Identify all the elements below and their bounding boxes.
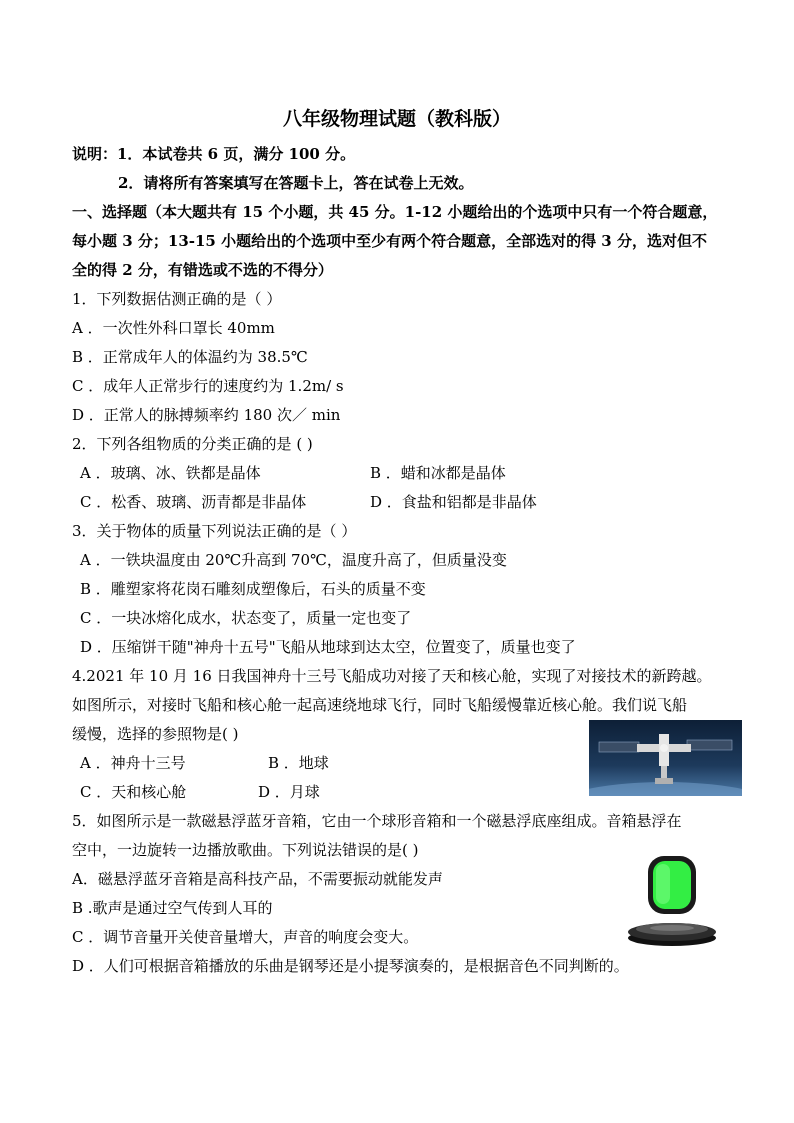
q5-stem-line-1: 5．如图所示是一款磁悬浮蓝牙音箱，它由一个球形音箱和一个磁悬浮底座组成。音箱悬浮在 bbox=[72, 812, 682, 830]
q5-option-a: A．磁悬浮蓝牙音箱是高科技产品，不需要振动就能发声 bbox=[72, 870, 443, 888]
q5-stem-line-2: 空中，一边旋转一边播放歌曲。下列说法错误的是( ) bbox=[72, 841, 419, 859]
note-line-1: 说明：1．本试卷共 6 页，满分 100 分。 bbox=[72, 145, 356, 163]
q1-stem: 1．下列数据估测正确的是（ ） bbox=[72, 290, 282, 308]
q4-option-d: D ．月球 bbox=[258, 783, 320, 801]
q2-stem: 2．下列各组物质的分类正确的是 ( ) bbox=[72, 435, 313, 453]
q4-option-b: B ．地球 bbox=[268, 754, 329, 772]
section-header-line-1: 一、选择题（本大题共有 15 个小题，共 45 分。1-12 小题给出的个选项中只有一个符合题意， bbox=[72, 203, 718, 221]
q1-option-b: B ．正常成年人的体温约为 38.5℃ bbox=[72, 348, 308, 366]
q3-option-d: D ．压缩饼干随"神舟十五号"飞船从地球到达太空，位置变了，质量也变了 bbox=[80, 638, 576, 656]
q1-option-c: C ．成年人正常步行的速度约为 1.2m/ s bbox=[72, 377, 344, 395]
q3-option-b: B ．雕塑家将花岗石雕刻成塑像后，石头的质量不变 bbox=[80, 580, 426, 598]
page-title: 八年级物理试题（教科版） bbox=[282, 108, 511, 130]
q4-option-a: A ．神舟十三号 bbox=[80, 754, 186, 772]
q2-option-d: D ．食盐和铝都是非晶体 bbox=[370, 493, 537, 511]
q5-option-b: B .歌声是通过空气传到人耳的 bbox=[72, 899, 273, 917]
q2-option-a: A ．玻璃、冰、铁都是晶体 bbox=[80, 464, 261, 482]
q2-option-b: B ．蜡和冰都是晶体 bbox=[370, 464, 506, 482]
q1-option-d: D ．正常人的脉搏频率约 180 次／ min bbox=[72, 406, 341, 424]
q3-option-a: A ．一铁块温度由 20℃升高到 70℃，温度升高了，但质量没变 bbox=[80, 551, 507, 569]
q4-stem-line-2: 如图所示，对接时飞船和核心舱一起高速绕地球飞行，同时飞船缓慢靠近核心舱。我们说飞船 bbox=[72, 696, 688, 714]
section-header-line-2: 每小题 3 分；13-15 小题给出的个选项中至少有两个符合题意，全部选对的得 3 分，选对但不 bbox=[72, 232, 707, 250]
q4-stem-line-3: 缓慢，选择的参照物是( ) bbox=[72, 725, 239, 743]
section-header-line-3: 全的得 2 分，有错选或不选的不得分） bbox=[72, 261, 333, 279]
q4-option-c: C ．天和核心舱 bbox=[80, 783, 187, 801]
q2-option-c: C ．松香、玻璃、沥青都是非晶体 bbox=[80, 493, 307, 511]
space-station-icon bbox=[589, 720, 742, 796]
q1-option-a: A ．一次性外科口罩长 40mm bbox=[72, 319, 275, 337]
q3-stem: 3．关于物体的质量下列说法正确的是（ ） bbox=[72, 522, 357, 540]
q5-option-d: D ．人们可根据音箱播放的乐曲是钢琴还是小提琴演奏的，是根据音色不同判断的。 bbox=[72, 957, 629, 975]
q3-option-c: C ．一块冰熔化成水，状态变了，质量一定也变了 bbox=[80, 609, 412, 627]
q5-option-c: C ．调节音量开关使音量增大，声音的响度会变大。 bbox=[72, 928, 419, 946]
q4-stem-line-1: 4.2021 年 10 月 16 日我国神舟十三号飞船成功对接了天和核心舱，实现了对接技术的新跨越。 bbox=[72, 667, 712, 685]
note-line-2: 2．请将所有答案填写在答题卡上，答在试卷上无效。 bbox=[118, 174, 474, 192]
levitating-speaker-icon bbox=[626, 852, 718, 948]
